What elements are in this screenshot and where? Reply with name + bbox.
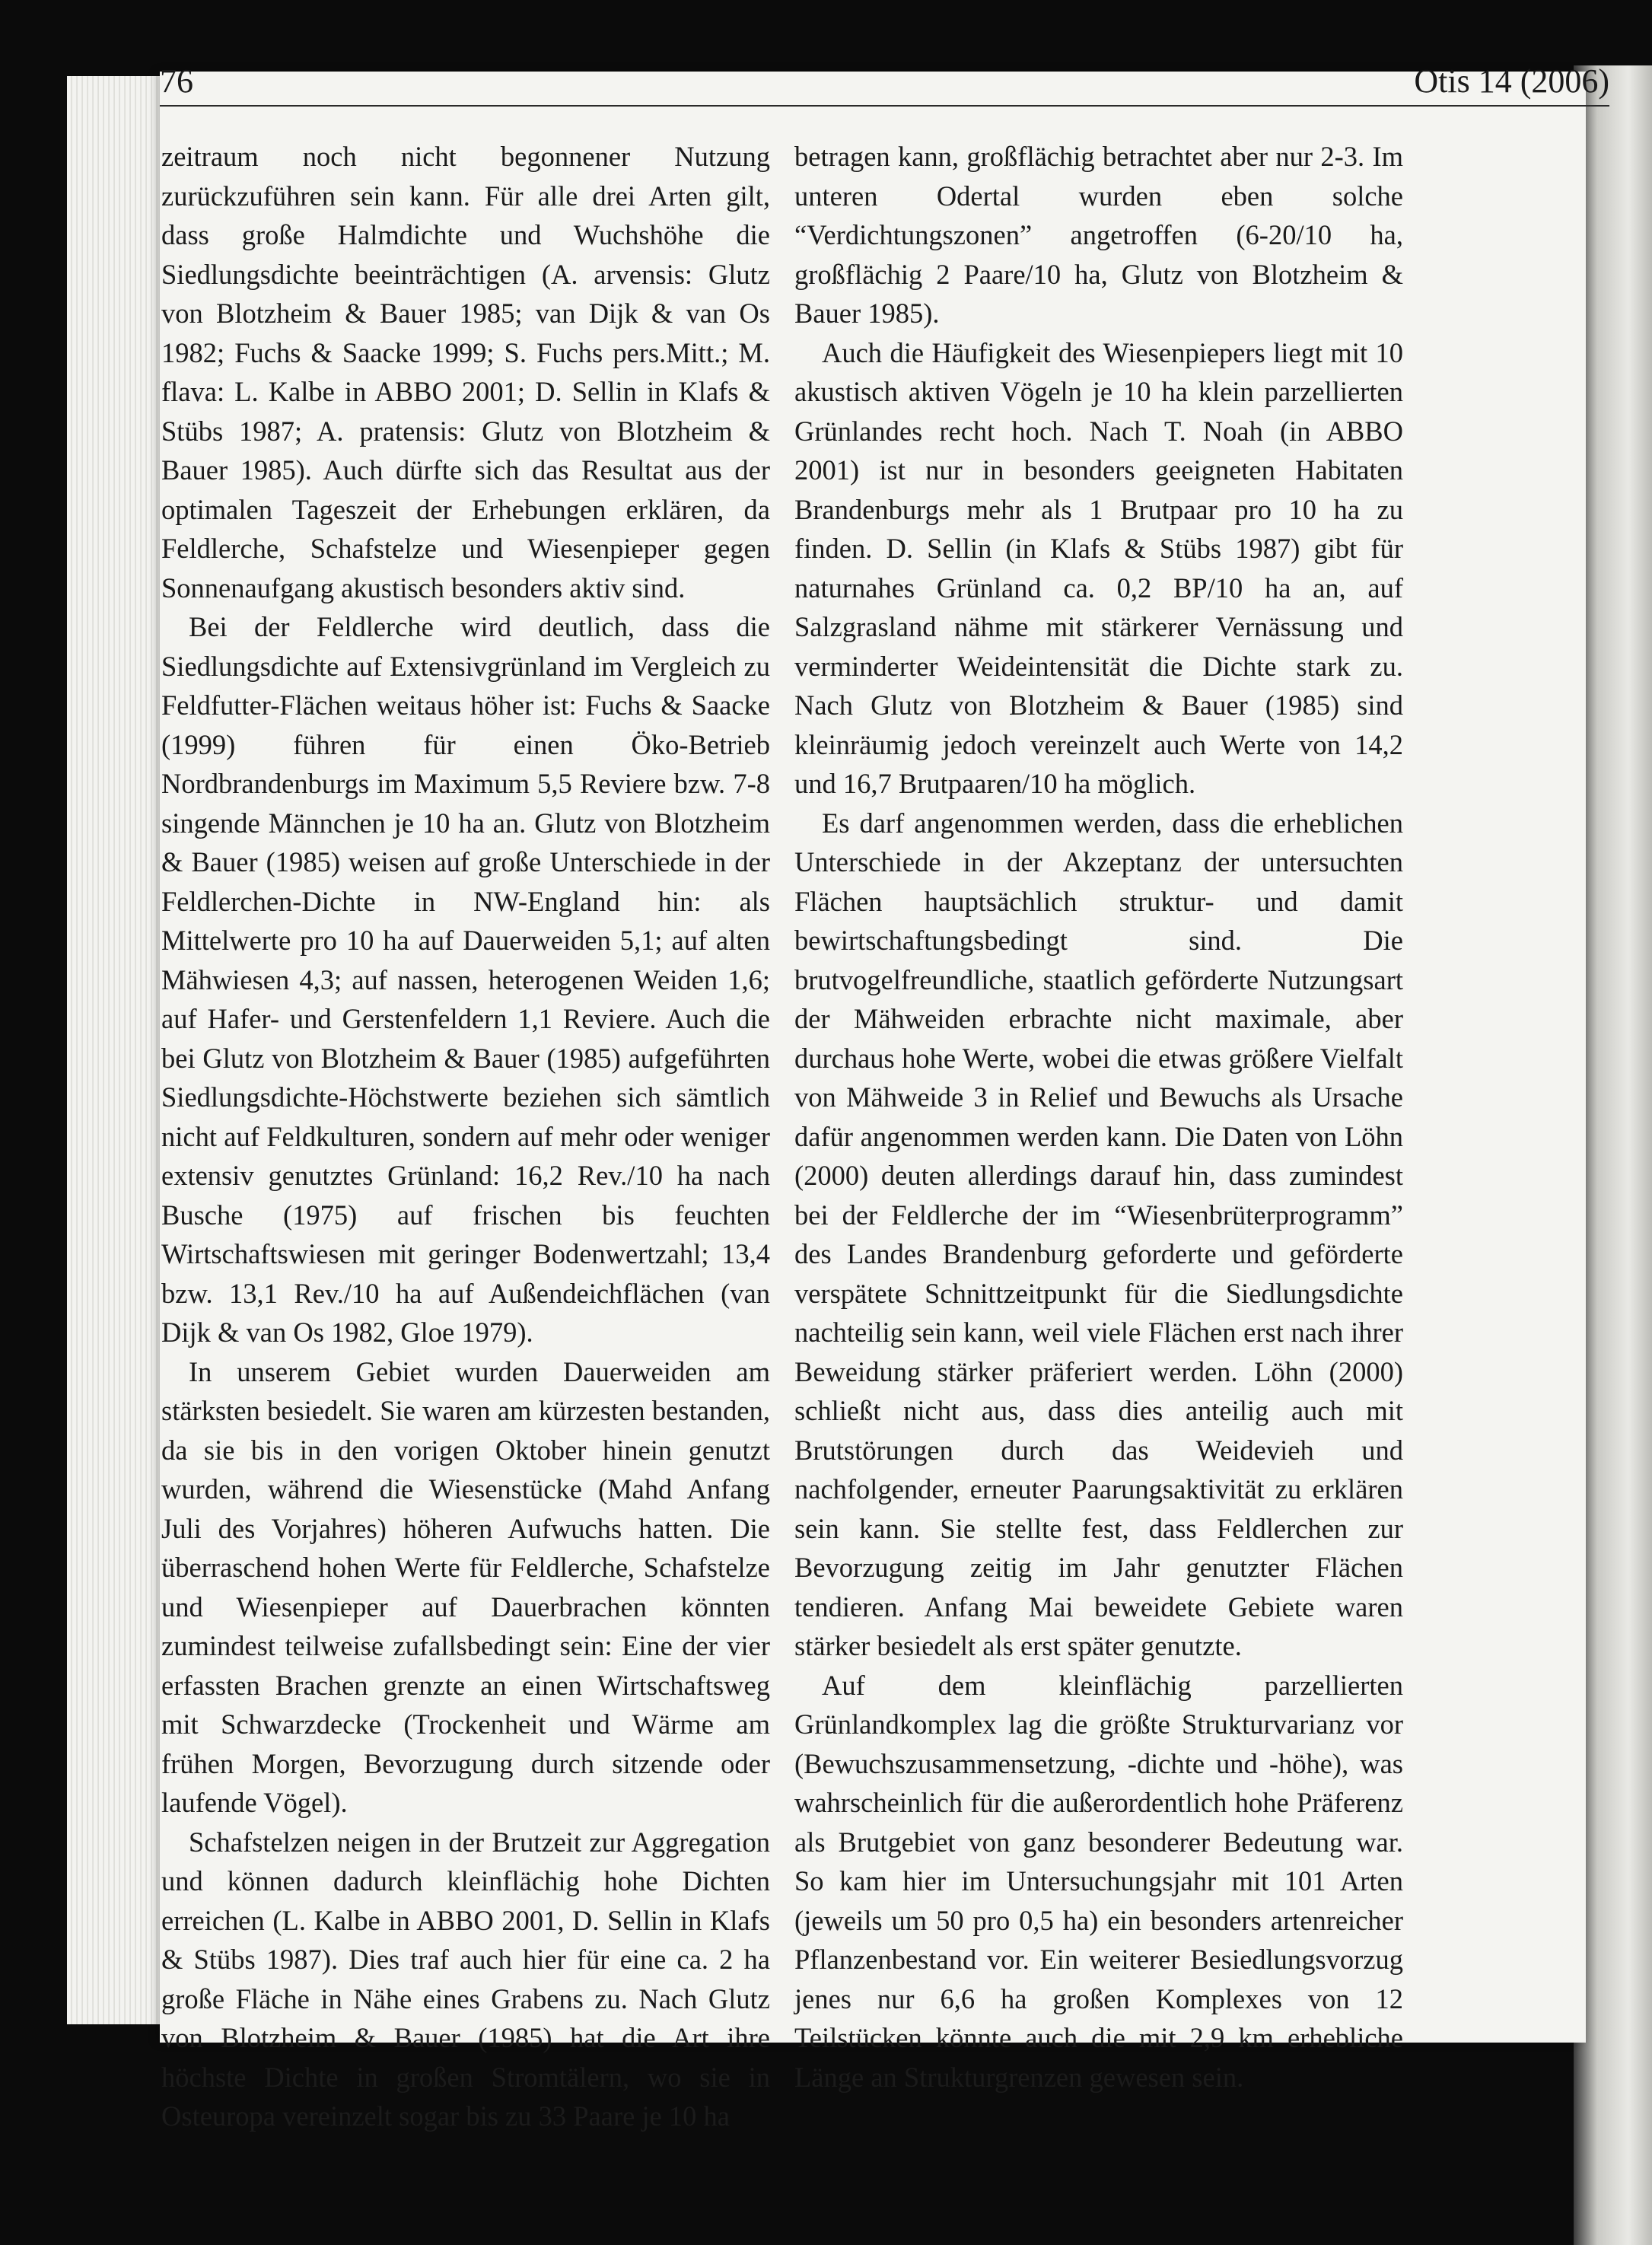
paragraph: Auf dem kleinflächig parzellierten Grünlandkomplex lag die größte Strukturvarianz vor (Bewuchszusammensetzung, -dichte und -höhe), was wahrscheinlich für die außerordentlich hohe Präferenz als Brutgebiet von ganz besonderer Bedeutung war. So kam hier im Untersuchungsjahr mit 101 Arten (jeweils um 50 pro 0,5 ha) ein besonders artenreicher Pflanzenbestand vor. Ein weiterer Besiedlungsvorzug jenes nur 6,6 ha großen Komplexes von 12 Teilstücken könnte auch die mit 2,9 km erhebliche Länge an Strukturgrenzen gewesen sein. xyxy=(794,1669,1403,2093)
right-column xyxy=(794,137,1403,2097)
paragraph: betragen kann, großflächig betrachtet aber nur 2-3. Im unteren Odertal wurden eben solche “Verdichtungszonen” angetroffen (6-20/10 ha, großflächig 2 Paare/10 ha, Glutz von Blotzheim & Bauer 1985). xyxy=(794,141,1403,329)
page-number: 76 xyxy=(160,62,193,100)
paragraph: Auch die Häufigkeit des Wiesenpiepers liegt mit 10 akustisch aktiven Vögeln je 10 ha klein parzellierten Grünlandes recht hoch. Nach T. Noah (in ABBO 2001) ist nur in besonders geeigneten Habitaten Brandenburgs mehr als 1 Brutpaar pro 10 ha zu finden. D. Sellin (in Klafs & Stübs 1987) gibt für naturnahes Grünland ca. 0,2 BP/10 ha an, auf Salzgrasland nähme mit stärkerer Vernässung und verminderter Weideintensität die Dichte stark zu. Nach Glutz von Blotzheim & Bauer (1985) sind kleinräumig jedoch vereinzelt auch Werte von 14,2 und 16,7 Brutpaaren/10 ha möglich. xyxy=(794,336,1403,799)
paragraph: zeitraum noch nicht begonnener Nutzung zurückzuführen sein kann. Für alle drei Arten gilt, dass große Halmdichte und Wuchshöhe die Siedlungsdichte beeinträchtigen (A. arvensis: Glutz von Blotzheim & Bauer 1985; van Dijk & van Os 1982; Fuchs & Saacke 1999; S. Fuchs pers.Mitt.; M. flava: L. Kalbe in ABBO 2001; D. Sellin in Klafs & Stübs 1987; A. pratensis: Glutz von Blotzheim & Bauer 1985). Auch dürfte sich das Resultat aus der optimalen Tageszeit der Erhebungen erklären, da Feldlerche, Schafstelze und Wiesenpieper gegen Sonnenaufgang akustisch besonders aktiv sind. xyxy=(161,141,770,603)
left-column xyxy=(161,137,770,2136)
paragraph: Es darf angenommen werden, dass die erheblichen Unterschiede in der Akzeptanz der untersuchten Flächen hauptsächlich struktur- und damit bewirtschaftungsbedingt sind. Die brutvogelfreundliche, staatlich geförderte Nutzungsart der Mähweiden erbrachte nicht maximale, aber durchaus hohe Werte, wobei die etwas größere Vielfalt von Mähweide 3 in Relief und Bewuchs als Ursache dafür angenommen werden kann. Die Daten von Löhn (2000) deuten allerdings darauf hin, dass zumindest bei der Feldlerche der im “Wiesenbrüterprogramm” des Landes Brandenburg geforderte und geförderte verspätete Schnittzeitpunkt für die Siedlungsdichte nachteilig sein kann, weil viele Flächen erst nach ihrer Beweidung stärker präferiert werden. Löhn (2000) schließt nicht aus, dass dies anteilig auch mit Brutstörungen durch das Weidevieh und nachfolgender, erneuter Paarungsaktivität zu erklären sein kann. Sie stellte fest, dass Feldlerchen zur Bevorzugung zeitig im Jahr genutzter Flächen tendieren. Anfang Mai beweidete Gebiete waren stärker besiedelt als erst später genutzte. xyxy=(794,807,1403,1661)
paragraph: In unserem Gebiet wurden Dauerweiden am stärksten besiedelt. Sie waren am kürzesten bestanden, da sie bis in den vorigen Oktober hinein genutzt wurden, während die Wiesenstücke (Mahd Anfang Juli des Vorjahres) höheren Aufwuchs hatten. Die überraschend hohen Werte für Feldlerche, Schafstelze und Wiesenpieper auf Dauerbrachen könnten zumindest teilweise zufallsbedingt sein: Eine der vier erfassten Brachen grenzte an einen Wirtschaftsweg mit Schwarzdecke (Trockenheit und Wärme am frühen Morgen, Bevorzugung durch sitzende oder laufende Vögel). xyxy=(161,1355,770,1818)
paragraph: Schafstelzen neigen in der Brutzeit zur Aggregation und können dadurch kleinflächig hohe Dichten erreichen (L. Kalbe in ABBO 2001, D. Sellin in Klafs & Stübs 1987). Dies traf auch hier für eine ca. 2 ha große Fläche in Nähe eines Grabens zu. Nach Glutz von Blotzheim & Bauer (1985) hat die Art ihre höchste Dichte in großen Stromtälern, wo sie in Osteuropa vereinzelt sogar bis zu 33 Paare je 10 ha xyxy=(161,1826,770,2132)
journal-citation: Otis 14 (2006) xyxy=(1414,62,1609,100)
paragraph: Bei der Feldlerche wird deutlich, dass die Siedlungsdichte auf Extensivgrünland im Vergleich zu Feldfutter-Flächen weitaus höher ist: Fuchs & Saacke (1999) führen für einen Öko-Betrieb Nordbrandenburgs im Maximum 5,5 Reviere bzw. 7-8 singende Männchen je 10 ha an. Glutz von Blotzheim & Bauer (1985) weisen auf große Unterschiede in der Feldlerchen-Dichte in NW-England hin: als Mittelwerte pro 10 ha auf Dauerweiden 5,1; auf alten Mähwiesen 4,3; auf nassen, heterogenen Weiden 1,6; auf Hafer- und Gerstenfeldern 1,1 Reviere. Auch die bei Glutz von Blotzheim & Bauer (1985) aufgeführten Siedlungsdichte-Höchstwerte beziehen sich sämtlich nicht auf Feldkulturen, sondern auf mehr oder weniger extensiv genutztes Grünland: 16,2 Rev./10 ha nach Busche (1975) auf frischen bis feuchten Wirtschaftswiesen mit geringer Bodenwertzahl; 13,4 bzw. 13,1 Rev./10 ha auf Außendeichflächen (van Dijk & van Os 1982, Gloe 1979). xyxy=(161,611,770,1348)
running-header xyxy=(160,59,1609,107)
